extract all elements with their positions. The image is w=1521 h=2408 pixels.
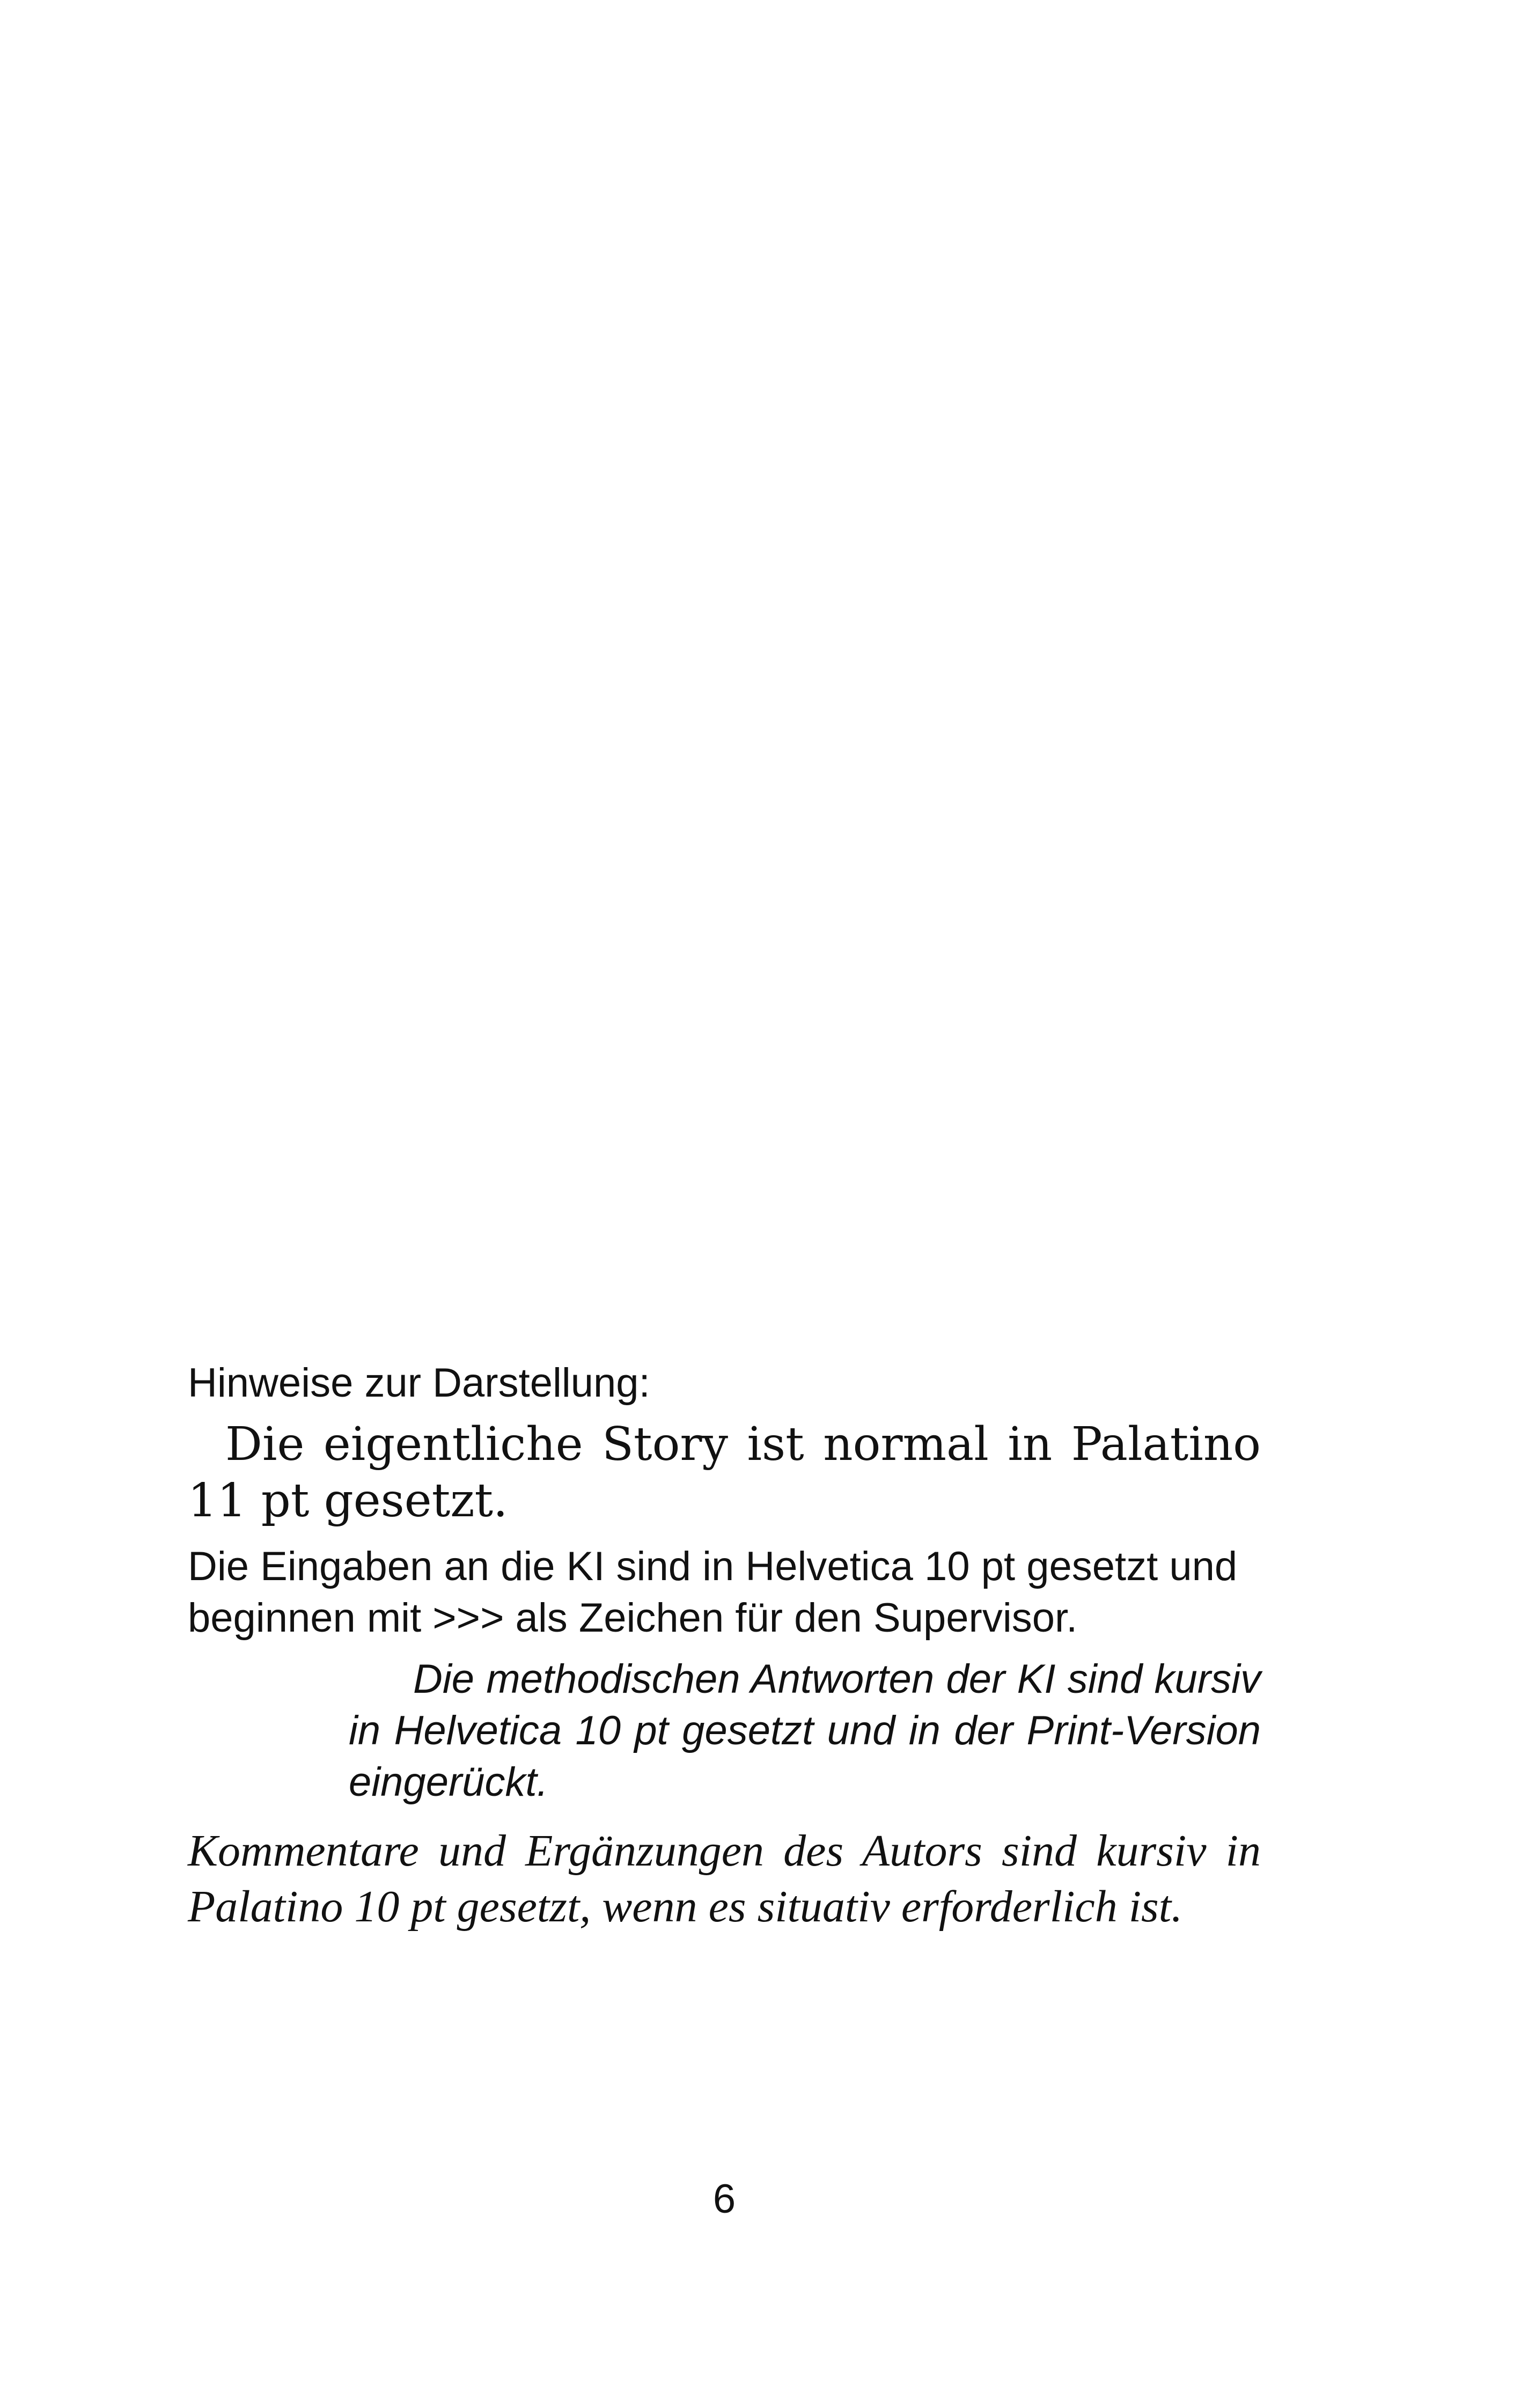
notes-section	[188, 1357, 1261, 1935]
comment-format-note: Kommentare und Ergänzungen des Autors sind kursiv in Palatino 10 pt gesetzt, wenn es situativ erforderlich ist.	[188, 1826, 1261, 1932]
input-format-note: Die Eingaben an die KI sind in Helvetica 10 pt gesetzt und beginnen mit >>> als Zeichen für den Supervisor.	[188, 1544, 1238, 1641]
notes-heading: Hinweise zur Darstellung:	[188, 1360, 650, 1406]
story-format-note: Die eigentliche Story ist normal in Palatino 11 pt gesetzt.	[188, 1418, 1261, 1528]
answer-format-note: Die methodischen Antworten der KI sind kursiv in Helvetica 10 pt gesetzt und in der Print-Version eingerückt.	[349, 1656, 1261, 1805]
page-number: 6	[712, 2176, 736, 2222]
